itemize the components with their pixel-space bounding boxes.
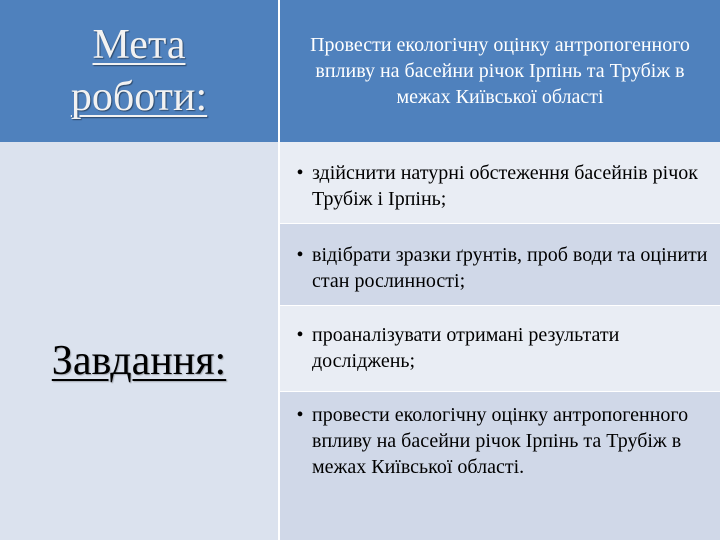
- tasks-label-cell: [0, 142, 280, 540]
- task-text-2: відібрати зразки ґрунтів, проб води та оцінити стан рослинності;: [312, 244, 708, 292]
- task-item-2: [280, 224, 720, 306]
- bullet-icon: •: [296, 324, 304, 346]
- goal-label-line2: роботи:: [70, 74, 208, 120]
- goal-label: [71, 19, 207, 123]
- task-item-3: [280, 306, 720, 392]
- tasks-label: Завдання:: [51, 338, 227, 384]
- goal-text: Провести екологічну оцінку антропогенного впливу на басейни річок Ірпінь та Трубіж в межах Київської області: [310, 34, 690, 108]
- bullet-icon: •: [296, 162, 304, 184]
- task-item-1: [280, 142, 720, 224]
- task-text-3: проаналізувати отримані результати досліджень;: [312, 324, 620, 372]
- task-text-4: провести екологічну оцінку антропогенного впливу на басейни річок Ірпінь та Трубіж в межах Київської області.: [312, 404, 689, 478]
- task-item-4: [280, 392, 720, 540]
- bullet-icon: •: [296, 404, 304, 426]
- bullet-icon: •: [296, 244, 304, 266]
- goal-label-cell: [0, 0, 280, 142]
- tasks-list: [280, 142, 720, 540]
- task-text-1: здійснити натурні обстеження басейнів річок Трубіж і Ірпінь;: [312, 162, 698, 210]
- goal-text-cell: [280, 0, 720, 142]
- goal-label-line1: Мета: [92, 22, 186, 68]
